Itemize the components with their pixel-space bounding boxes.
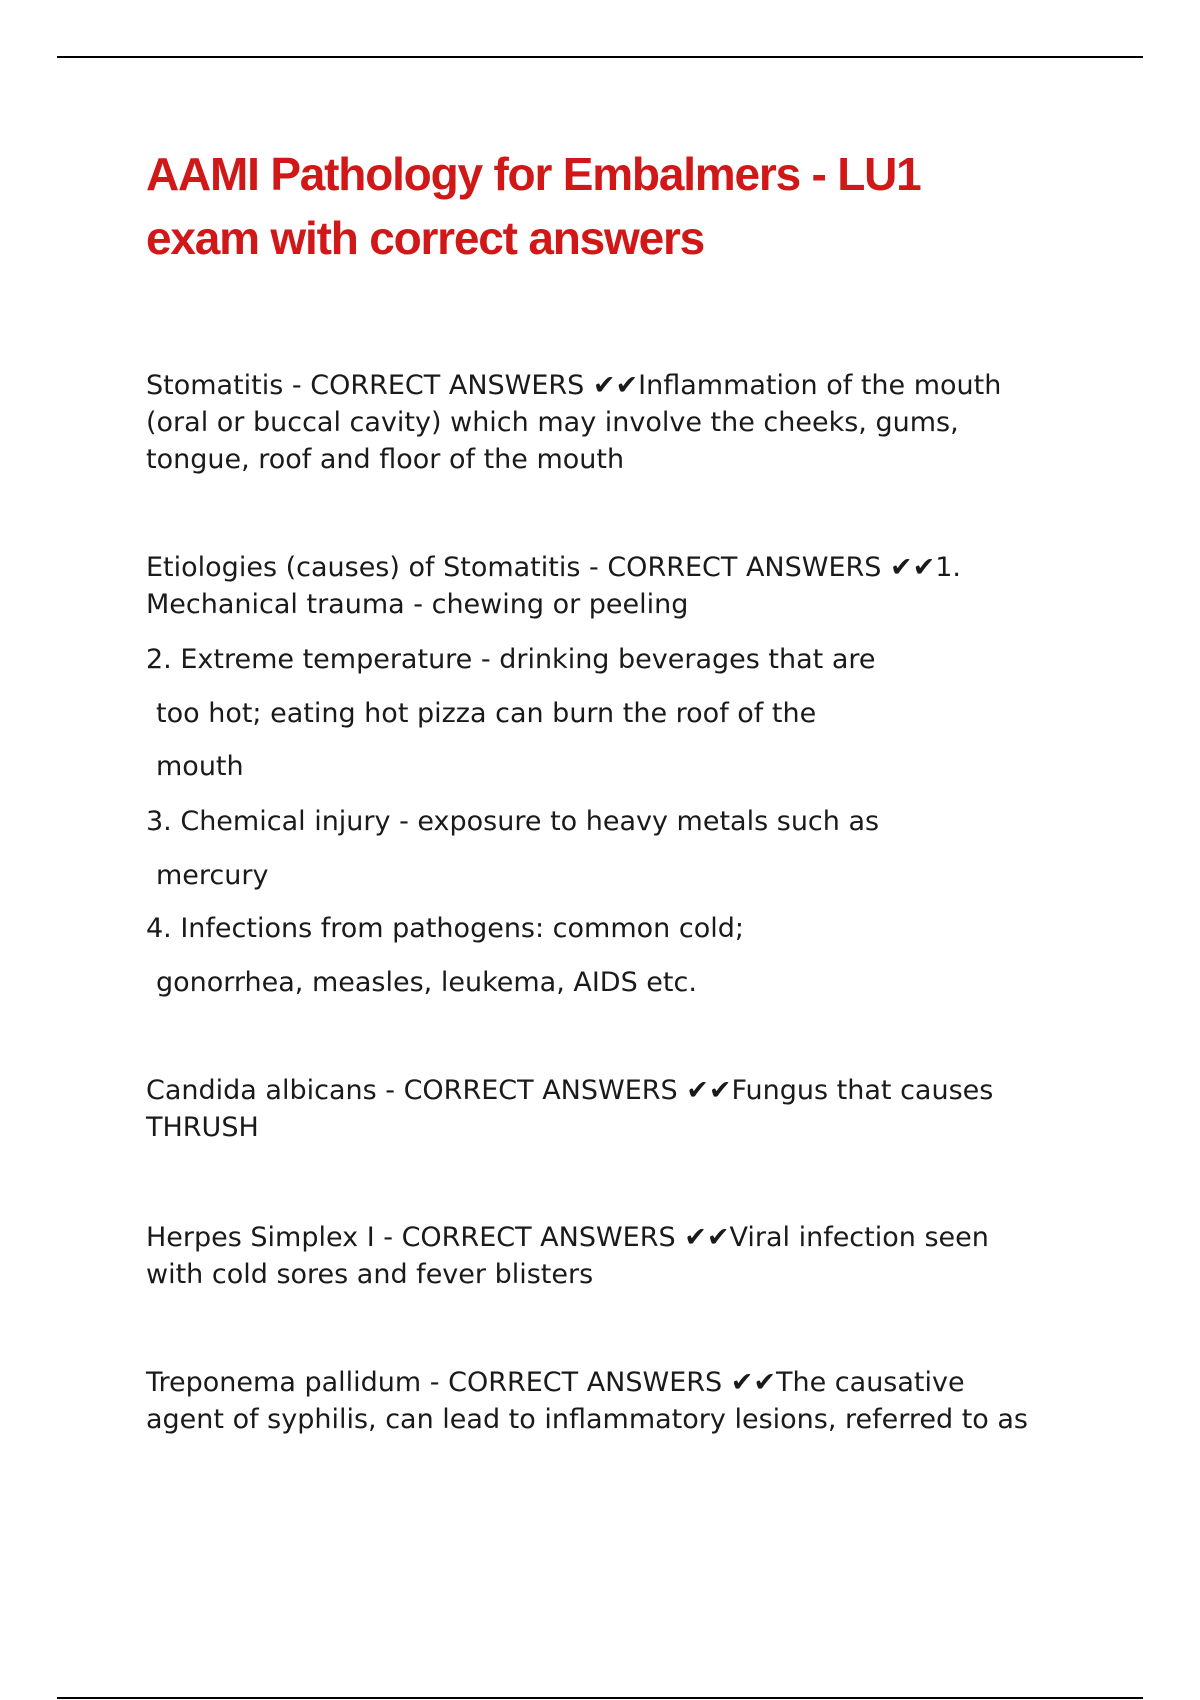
entry-line: Candida albicans - CORRECT ANSWERS ✔✔Fungus that causes	[146, 1075, 994, 1106]
etiology-item-line: 2. Extreme temperature - drinking beverages that are	[146, 644, 876, 675]
entry-line: agent of syphilis, can lead to inflammatory lesions, referred to as	[146, 1404, 1028, 1435]
entry-line: Mechanical trauma - chewing or peeling	[146, 589, 689, 620]
top-rule	[57, 56, 1143, 58]
entry-line: Treponema pallidum - CORRECT ANSWERS ✔✔The causative	[146, 1367, 965, 1398]
entry-line: (oral or buccal cavity) which may involve the cheeks, gums,	[146, 407, 959, 438]
entry-line: Herpes Simplex I - CORRECT ANSWERS ✔✔Viral infection seen	[146, 1222, 989, 1253]
entry-line: with cold sores and fever blisters	[146, 1259, 594, 1290]
title-line-2: exam with correct answers	[146, 212, 705, 264]
etiology-item-line: gonorrhea, measles, leukema, AIDS etc.	[156, 967, 697, 998]
entry-line: Stomatitis - CORRECT ANSWERS ✔✔Inflammation of the mouth	[146, 370, 1002, 401]
qa-entry-herpes-simplex	[146, 1219, 1106, 1293]
etiology-item-line: 4. Infections from pathogens: common cold;	[146, 913, 744, 944]
entry-line: Etiologies (causes) of Stomatitis - CORRECT ANSWERS ✔✔1.	[146, 552, 961, 583]
document-title	[146, 142, 1046, 270]
etiology-item-line: too hot; eating hot pizza can burn the roof of the	[156, 698, 817, 729]
qa-entry-stomatitis	[146, 367, 1106, 478]
etiology-item-line: mercury	[156, 860, 269, 891]
etiology-item-line: 3. Chemical injury - exposure to heavy metals such as	[146, 806, 880, 837]
bottom-rule	[57, 1697, 1143, 1699]
entry-line: tongue, roof and floor of the mouth	[146, 444, 625, 475]
title-line-1: AAMI Pathology for Embalmers - LU1	[146, 148, 921, 200]
qa-entry-treponema-pallidum	[146, 1364, 1106, 1438]
qa-entry-candida-albicans	[146, 1072, 1106, 1146]
qa-entry-etiologies	[146, 549, 1106, 623]
entry-line: THRUSH	[146, 1112, 259, 1143]
etiology-item-line: mouth	[156, 751, 244, 782]
